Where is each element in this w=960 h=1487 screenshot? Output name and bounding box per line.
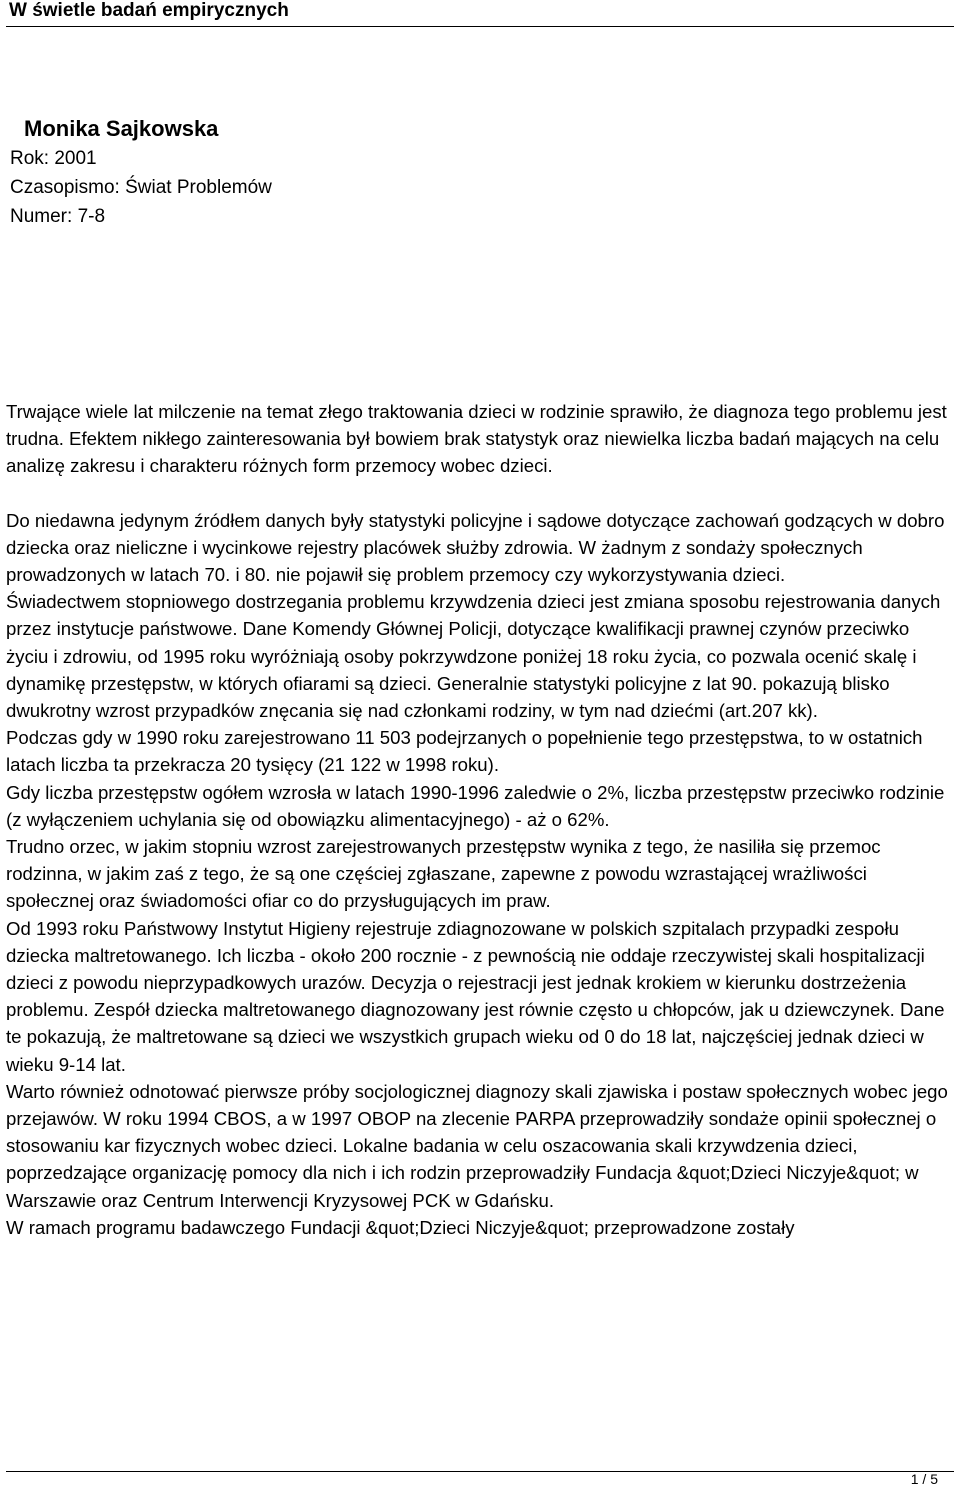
footer-divider (6, 1471, 954, 1472)
author-name: Monika Sajkowska (24, 116, 219, 141)
paragraph: Do niedawna jedynym źródłem danych były statystyki policyjne i sądowe dotyczące zachowań godzących w dobro dziecka oraz nieliczne i wycinkowe rejestry placówek służby zdrowia. W żadnym z sondaży społecznych prowadzonych w latach 70. i 80. nie pojawił się problem przemocy czy wykorzystywania dzieci. (6, 509, 945, 586)
header-divider (6, 26, 954, 27)
page-number: 1 / 5 (910, 1471, 938, 1487)
publication-year: Rok: 2001 (10, 148, 97, 169)
paragraph: Podczas gdy w 1990 roku zarejestrowano 11 503 podejrzanych o popełnienie tego przestępstwa, to w ostatnich latach liczba ta przekracza 20 tysięcy (21 122 w 1998 roku). (6, 727, 923, 776)
paragraph: Gdy liczba przestępstw ogółem wzrosła w latach 1990-1996 zaledwie o 2%, liczba przestępstw przeciwko rodzinie (z wyłączeniem uchylania się od obowiązku alimentacyjnego) - aż o 62%. (6, 781, 945, 830)
paragraph: Trudno orzec, w jakim stopniu wzrost zarejestrowanych przestępstw wynika z tego, że nasiliła się przemoc rodzinna, w jakim zaś z tego, że są one częściej zgłaszane, zapewne z powodu wzrastającej wrażliwości społecznej oraz świadomości ofiar co do przysługujących im praw. (6, 836, 881, 912)
paragraph: Od 1993 roku Państwowy Instytut Higieny rejestruje zdiagnozowane w polskich szpitalach przypadki zespołu dziecka maltretowanego. Ich liczba - około 200 rocznie - z pewnością nie oddaje rzeczywistej skali hospitalizacji dzieci z powodu nieprzypadkowych urazów. Decyzja o rejestracji jest jednak krokiem w kierunku dostrzeżenia problemu. Zespół dziecka maltretowanego diagnozowany jest równie często u chłopców, jak u dziewczynek. Dane te pokazują, że maltretowane są dzieci we wszystkich grupach wieku od 0 do 18 lat, najczęściej jednak dzieci w wieku 9-14 lat. (6, 917, 945, 1075)
article-body (6, 398, 956, 1241)
article-metadata (8, 114, 272, 231)
paragraph: Trwające wiele lat milczenie na temat złego traktowania dzieci w rodzinie sprawiło, że diagnoza tego problemu jest trudna. Efektem nikłego zainteresowania był bowiem brak statystyk oraz niewielka liczba badań mających na celu analizę zakresu i charakteru różnych form przemocy wobec dzieci. (6, 401, 947, 477)
journal-name: Czasopismo: Świat Problemów (10, 177, 272, 198)
issue-number: Numer: 7-8 (10, 206, 106, 227)
paragraph: Warto również odnotować pierwsze próby socjologicznej diagnozy skali zjawiska i postaw społecznych wobec jego przejawów. W roku 1994 CBOS, a w 1997 OBOP na zlecenie PARPA przeprowadziły sondaże opinii społecznej o stosowaniu kar fizycznych wobec dzieci. Lokalne badania w celu oszacowania skali krzywdzenia dzieci, poprzedzające organizację pomocy dla nich i ich rodzin przeprowadziły Fundacja &quot;Dzieci Niczyje&quot; w Warszawie oraz Centrum Interwencji Kryzysowej PCK w Gdańsku. (6, 1080, 948, 1211)
document-header-title: W świetle badań empirycznych (9, 0, 289, 21)
paragraph: W ramach programu badawczego Fundacji &quot;Dzieci Niczyje&quot; przeprowadzone zostały (6, 1216, 795, 1238)
paragraph: Świadectwem stopniowego dostrzegania problemu krzywdzenia dzieci jest zmiana sposobu rejestrowania danych przez instytucje państwowe. Dane Komendy Głównej Policji, dotyczące kwalifikacji prawnej czynów przeciwko życiu i zdrowiu, od 1995 roku wyróżniają osoby pokrzywdzone poniżej 18 roku życia, co pozwala ocenić skalę i dynamikę przestępstw, w których ofiarami są dzieci. Generalnie statystyki policyjne z lat 90. pokazują blisko dwukrotny wzrost przypadków znęcania się nad członkami rodziny, w tym nad dziećmi (art.207 kk). (6, 591, 941, 722)
